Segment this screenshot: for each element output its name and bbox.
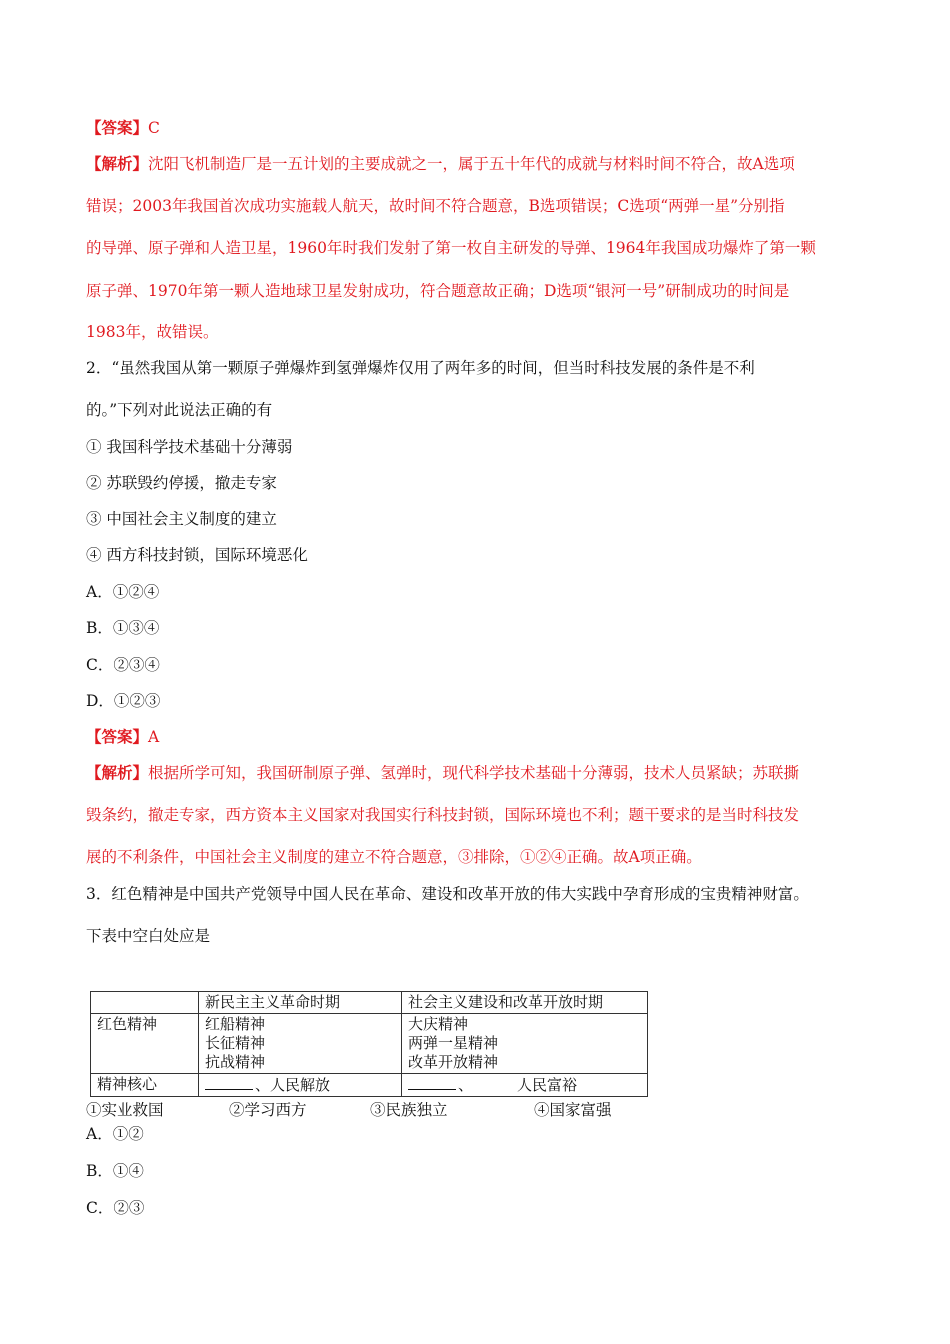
table-row1-col2 (402, 1014, 648, 1074)
table-cell-line: 改革开放精神 (408, 1053, 499, 1071)
table-cell-line: 抗战精神 (205, 1053, 266, 1071)
q2-stem-line-2: 的。”下列对此说法正确的有 (86, 401, 273, 419)
q2-statement-4: ④ 西方科技封锁，国际环境恶化 (86, 546, 308, 564)
q1-analysis-line-5: 1983年，故错误。 (86, 323, 219, 341)
q3-option-b: B．①④ (86, 1162, 144, 1180)
q2-option-d: D．①②③ (86, 692, 161, 710)
q3-choice-4: ④国家富强 (534, 1101, 612, 1119)
q2-analysis-line-3: 展的不利条件，中国社会主义制度的建立不符合题意，③排除，①②④正确。故A项正确。 (86, 848, 702, 866)
q2-stem-line-1: 2．“虽然我国从第一颗原子弹爆炸到氢弹爆炸仅用了两年多的时间，但当时科技发展的条件是不利 (86, 359, 755, 377)
fill-blank-1 (205, 1075, 253, 1090)
q2-analysis-tag: 【解析】 (86, 763, 149, 782)
q1-analysis-line-1 (86, 154, 876, 174)
q3-choice-1: ①实业救国 (86, 1101, 164, 1119)
table-row-red-spirit (91, 1014, 648, 1074)
q2-option-a: A．①②④ (86, 583, 160, 601)
q3-choice-2: ②学习西方 (229, 1101, 307, 1119)
q2-analysis-line-2: 毁条约，撤走专家，西方资本主义国家对我国实行科技封锁，国际环境也不利；题干要求的是当时科技发 (86, 806, 800, 824)
table-row-spirit-core (91, 1074, 648, 1097)
q3-spirit-table (90, 991, 648, 1097)
q3-option-a: A．①② (86, 1125, 144, 1143)
q2-option-b: B．①③④ (86, 619, 160, 637)
q2-analysis-text-1: 根据所学可知，我国研制原子弹、氢弹时，现代科学技术基础十分薄弱，技术人员紧缺；苏联撕 (148, 764, 800, 782)
table-row2-col1-text: 、人民解放 (255, 1076, 331, 1094)
table-header-cell-1: 新民主主义革命时期 (199, 992, 402, 1014)
table-row2-label: 精神核心 (91, 1074, 199, 1097)
q2-answer-tag: 【答案】 (86, 727, 149, 746)
table-row2-col2-sep: 、 (458, 1076, 474, 1094)
table-row2-col1 (199, 1074, 402, 1097)
q2-answer-value: A (148, 728, 160, 746)
q1-analysis-line-2: 错误；2003年我国首次成功实施载人航天，故时间不符合题意，B选项错误；C选项“两弹一星”分别指 (86, 197, 785, 215)
q3-option-c: C．②③ (86, 1199, 145, 1217)
table-row2-col2-text: 人民富裕 (517, 1076, 578, 1094)
q2-statement-1: ① 我国科学技术基础十分薄弱 (86, 438, 293, 456)
table-header-cell-2: 社会主义建设和改革开放时期 (402, 992, 648, 1014)
table-cell-line: 两弹一星精神 (408, 1034, 499, 1052)
q1-analysis-line-4: 原子弹、1970年第一颗人造地球卫星发射成功，符合题意故正确；D选项“银河一号”研制成功的时间是 (86, 282, 790, 300)
q2-option-c: C．②③④ (86, 656, 160, 674)
table-row1-label: 红色精神 (91, 1014, 199, 1074)
q3-choice-3: ③民族独立 (370, 1101, 448, 1119)
table-row1-col1 (199, 1014, 402, 1074)
q1-answer (86, 118, 876, 138)
q2-statement-2: ② 苏联毁约停援，撤走专家 (86, 474, 277, 492)
q2-statement-3: ③ 中国社会主义制度的建立 (86, 510, 277, 528)
table-header-cell-0 (91, 992, 199, 1014)
table-cell-line: 红船精神 (205, 1015, 266, 1033)
q3-stem-line-2: 下表中空白处应是 (86, 927, 211, 945)
table-header-row (91, 992, 648, 1014)
q3-stem-line-1: 3．红色精神是中国共产党领导中国人民在革命、建设和改革开放的伟大实践中孕育形成的宝贵精神财富。 (86, 885, 809, 903)
table-row2-col2 (402, 1074, 648, 1097)
fill-blank-2 (408, 1075, 456, 1090)
q1-analysis-line-3: 的导弹、原子弹和人造卫星，1960年时我们发射了第一枚自主研发的导弹、1964年我国成功爆炸了第一颗 (86, 239, 816, 257)
q1-answer-value: C (148, 119, 160, 137)
q1-analysis-tag: 【解析】 (86, 154, 149, 173)
q1-answer-tag: 【答案】 (86, 118, 149, 137)
q2-answer (86, 727, 876, 747)
q1-analysis-text-1: 沈阳飞机制造厂是一五计划的主要成就之一，属于五十年代的成就与材料时间不符合，故A选项 (148, 155, 795, 173)
q2-analysis-line-1 (86, 763, 876, 783)
table-cell-line: 长征精神 (205, 1034, 266, 1052)
table-cell-line: 大庆精神 (408, 1015, 469, 1033)
